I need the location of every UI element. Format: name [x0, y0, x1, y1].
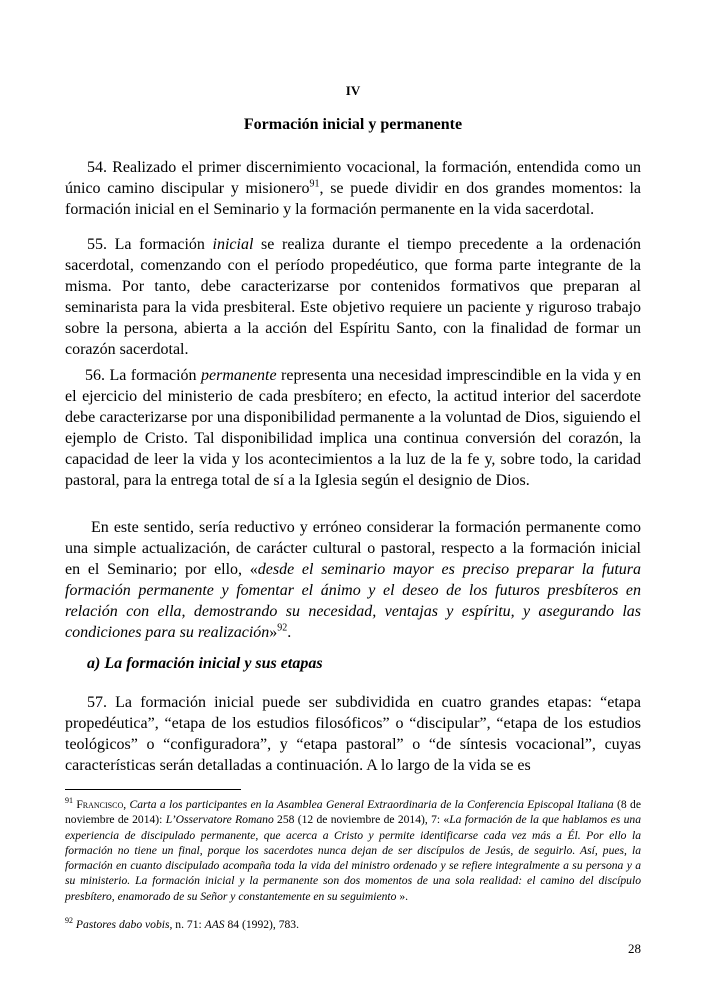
paragraph-54: 54. Realizado el primer discernimiento vocacional, la formación, entendida como un único camino discipular y misionero$^{91}$, se puede dividir en dos grandes momentos: la formación inicial en el Seminario y la formación permanente en la vida sacerdotal. — [65, 159, 642, 218]
paragraph-57: 57. La formación inicial puede ser subdividida en cuatro grandes etapas: “etapa propedéutica”, “etapa de los estudios filosóficos” o “discipular”, “etapa de los estudios teológicos” o “configuradora”, y “etapa pastoral” o “de síntesis vocacional”, cuyas características serán detalladas a continuación. A lo largo de la vida se es — [65, 694, 641, 774]
footnote-number: 91 — [65, 796, 73, 806]
paragraph-55: 55. La formación inicial se realiza durante el tiempo precedente a la ordenación sacerdotal, comenzando con el período propedéutico, que forma parte integrante de la misma. Por tanto, debe caracterizarse por contenidos formativos que preparan al seminarista para la vida presbiteral. Este objetivo requiere un paciente y riguroso trabajo sobre la persona, abierta a la acción del Espíritu Santo, con la finalidad de formar un corazón sacerdotal. — [65, 236, 641, 358]
footnote-number: 92 — [65, 916, 73, 926]
page-number: 28 — [628, 941, 641, 956]
footnote-ref-92[interactable]: 92 — [277, 622, 288, 634]
footnote-divider — [65, 789, 241, 790]
footnote-92: $^{92}$ Pastores dabo vobis, n. 71: AAS 84 (1992), 783. — [65, 916, 299, 931]
subsection-heading: a) La formación inicial y sus etapas — [87, 655, 323, 672]
chapter-number: IV — [345, 83, 361, 98]
paragraph-56-continued: En este sentido, sería reductivo y erróneo considerar la formación permanente como una simple actualización, de carácter cultural o pastoral, respecto a la formación inicial en el Seminario; por ello, «desde el seminario mayor es preciso preparar la futura formación permanente y fomentar el ánimo y el deseo de los futuros presbíteros en relación con ella, demostrando su necesidad, ventajas y espíritu, y asegurando las condiciones para su realización»$^{92}$. — [65, 519, 641, 641]
footnote-ref-91[interactable]: 91 — [309, 178, 320, 190]
footnote-91: $^{91}$ Francisco, Carta a los participantes en la Asamblea General Extraordinaria de la Conferencia Episcopal Italiana (8 de noviembre de 2014): L’Osservatore Romano 258 (12 de noviembre de 2014), 7: «La formación de la que hablamos es una experiencia de discipulado permanente, que acerca a Cristo y permite identificarse cada vez más a Él. Por ello la formación no tiene un final, porque los sacerdotes nunca dejan de ser discípulos de Jesús, de seguirlo. Así, pues, la formación en cuanto discipulado acompaña toda la vida del ministro ordenado y se refiere integralmente a su persona y a su ministerio. La formación inicial y la permanente son dos momentos de una sola realidad: el camino del discípulo presbítero, enamorado de su Señor y constantemente en su seguimiento ». — [65, 796, 641, 903]
section-title: Formación inicial y permanente — [243, 116, 463, 133]
paragraph-56: 56. La formación permanente representa una necesidad imprescindible en la vida y en el ejercicio del ministerio de cada presbítero; en efecto, la actitud interior del sacerdote debe caracterizarse por una disponibilidad permanente a la voluntad de Dios, siguiendo el ejemplo de Cristo. Tal disponibilidad implica una continua conversión del corazón, la capacidad de leer la vida y los acontecimientos a la luz de la fe y, sobre todo, la caridad pastoral, para la entrega total de sí a la Iglesia según el designio de Dios. — [65, 367, 642, 489]
